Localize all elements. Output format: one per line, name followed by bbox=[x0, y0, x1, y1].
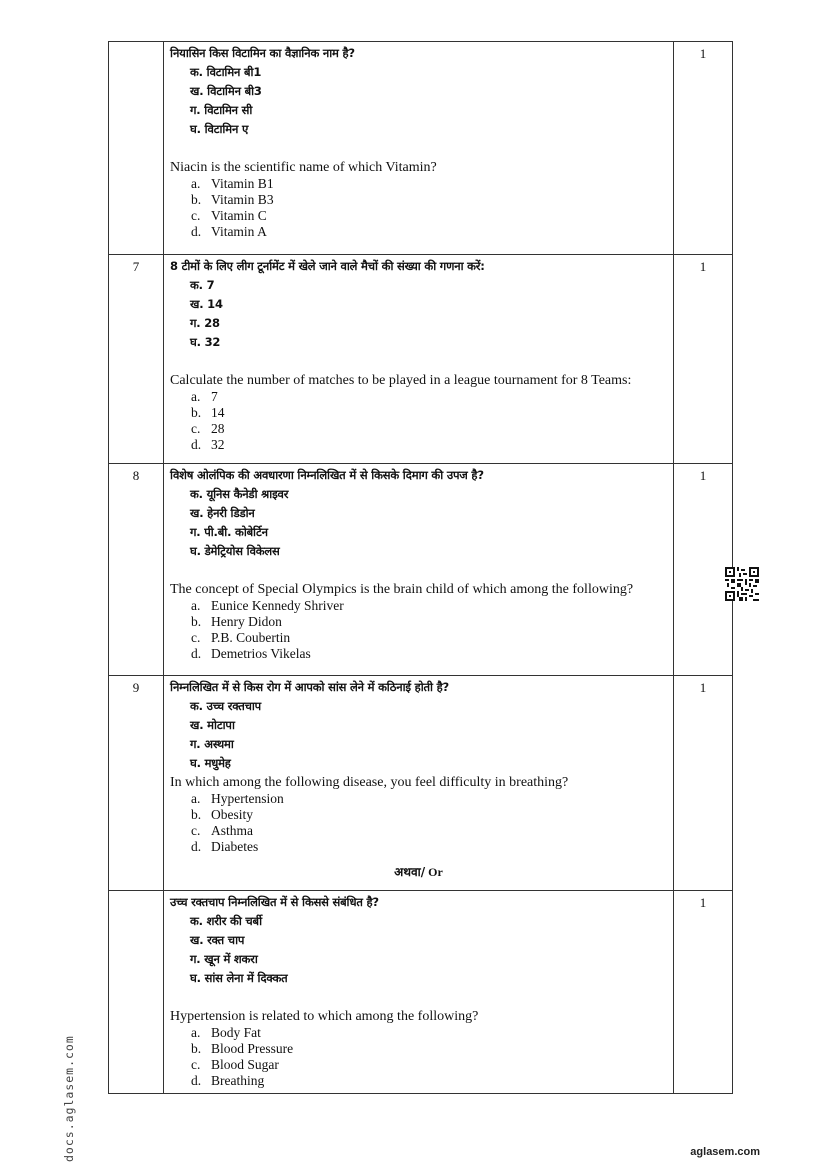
english-option: d. 32 bbox=[191, 437, 225, 452]
question-marks: 1 bbox=[674, 464, 733, 676]
hindi-option: ग. पी.बी. कोबेर्टिन bbox=[190, 525, 268, 539]
hindi-option: घ. डेमेट्रियोस विकेलस bbox=[190, 544, 280, 558]
hindi-option: ग. 28 bbox=[190, 316, 220, 330]
hindi-option: क. यूनिस कैनेडी श्राइवर bbox=[190, 487, 289, 501]
english-option: a. Eunice Kennedy Shriver bbox=[191, 598, 344, 613]
question-number: 8 bbox=[109, 464, 164, 676]
question-marks: 1 bbox=[674, 676, 733, 891]
english-option: c. Asthma bbox=[191, 823, 253, 838]
english-question: In which among the following disease, you feel difficulty in breathing? bbox=[170, 775, 569, 790]
footer-site-link[interactable]: aglasem.com bbox=[690, 1146, 760, 1158]
english-question: Niacin is the scientific name of which Vitamin? bbox=[170, 160, 437, 175]
english-option: b. Henry Didon bbox=[191, 614, 282, 629]
hindi-option: क. 7 bbox=[190, 278, 215, 292]
question-number: 9 bbox=[109, 676, 164, 891]
hindi-option: घ. मधुमेह bbox=[190, 756, 231, 770]
hindi-question: उच्च रक्तचाप निम्नलिखित में से किससे संबंधित है? bbox=[170, 895, 379, 909]
english-question: Calculate the number of matches to be played in a league tournament for 8 Teams: bbox=[170, 373, 632, 388]
question-cell bbox=[164, 676, 674, 891]
hindi-option: ग. विटामिन सी bbox=[190, 103, 253, 117]
question-cell bbox=[164, 891, 674, 1094]
question-cell bbox=[164, 255, 674, 464]
hindi-option: घ. विटामिन ए bbox=[190, 122, 249, 136]
question-row bbox=[109, 255, 733, 464]
question-number bbox=[109, 891, 164, 1094]
english-option: b. Vitamin B3 bbox=[191, 192, 274, 207]
hindi-option: क. शरीर की चर्बी bbox=[190, 914, 262, 928]
question-cell bbox=[164, 464, 674, 676]
english-option: b. 14 bbox=[191, 405, 225, 420]
english-option: d. Breathing bbox=[191, 1073, 265, 1088]
watermark: docs.aglasem.com bbox=[62, 1035, 76, 1162]
hindi-option: क. उच्च रक्तचाप bbox=[190, 699, 261, 713]
english-option: a. Vitamin B1 bbox=[191, 176, 274, 191]
question-number: 7 bbox=[109, 255, 164, 464]
english-option: d. Diabetes bbox=[191, 839, 259, 854]
english-option: c. 28 bbox=[191, 421, 225, 436]
english-option: a. 7 bbox=[191, 389, 218, 404]
question-row bbox=[109, 676, 733, 891]
question-row bbox=[109, 464, 733, 676]
hindi-option: ग. खून में शकरा bbox=[190, 952, 258, 966]
hindi-option: घ. 32 bbox=[190, 335, 221, 349]
hindi-option: ख. विटामिन बी3 bbox=[190, 84, 262, 98]
hindi-option: ख. रक्त चाप bbox=[190, 933, 245, 947]
question-number bbox=[109, 42, 164, 255]
english-option: c. P.B. Coubertin bbox=[191, 630, 291, 645]
hindi-question: 8 टीमों के लिए लीग टूर्नामेंट में खेले जाने वाले मैचों की संख्या की गणना करें: bbox=[170, 259, 485, 273]
hindi-option: ख. मोटापा bbox=[190, 718, 235, 732]
hindi-question: विशेष ओलंपिक की अवधारणा निम्नलिखित में से किसके दिमाग की उपज है? bbox=[170, 468, 484, 482]
or-separator: अथवा/ Or bbox=[394, 865, 443, 879]
qr-code-icon[interactable] bbox=[725, 567, 759, 601]
question-marks: 1 bbox=[674, 42, 733, 255]
english-option: d. Vitamin A bbox=[191, 224, 267, 239]
hindi-option: क. विटामिन बी1 bbox=[190, 65, 262, 79]
english-option: d. Demetrios Vikelas bbox=[191, 646, 311, 661]
question-row bbox=[109, 891, 733, 1094]
question-table bbox=[108, 41, 733, 1094]
question-marks: 1 bbox=[674, 255, 733, 464]
hindi-option: घ. सांस लेना में दिक्कत bbox=[190, 971, 288, 985]
question-cell bbox=[164, 42, 674, 255]
question-marks: 1 bbox=[674, 891, 733, 1094]
english-option: a. Body Fat bbox=[191, 1025, 261, 1040]
english-question: Hypertension is related to which among the following? bbox=[170, 1009, 479, 1024]
english-option: c. Vitamin C bbox=[191, 208, 267, 223]
hindi-question: निम्नलिखित में से किस रोग में आपको सांस लेने में कठिनाई होती है? bbox=[170, 680, 450, 694]
english-question: The concept of Special Olympics is the brain child of which among the following? bbox=[170, 582, 634, 597]
english-option: b. Obesity bbox=[191, 807, 253, 822]
english-option: c. Blood Sugar bbox=[191, 1057, 279, 1072]
hindi-option: ख. हेनरी डिडोन bbox=[190, 506, 255, 520]
hindi-option: ख. 14 bbox=[190, 297, 223, 311]
hindi-question: नियासिन किस विटामिन का वैज्ञानिक नाम है? bbox=[170, 46, 355, 60]
question-row bbox=[109, 42, 733, 255]
hindi-option: ग. अस्थमा bbox=[190, 737, 234, 751]
english-option: a. Hypertension bbox=[191, 791, 284, 806]
english-option: b. Blood Pressure bbox=[191, 1041, 294, 1056]
